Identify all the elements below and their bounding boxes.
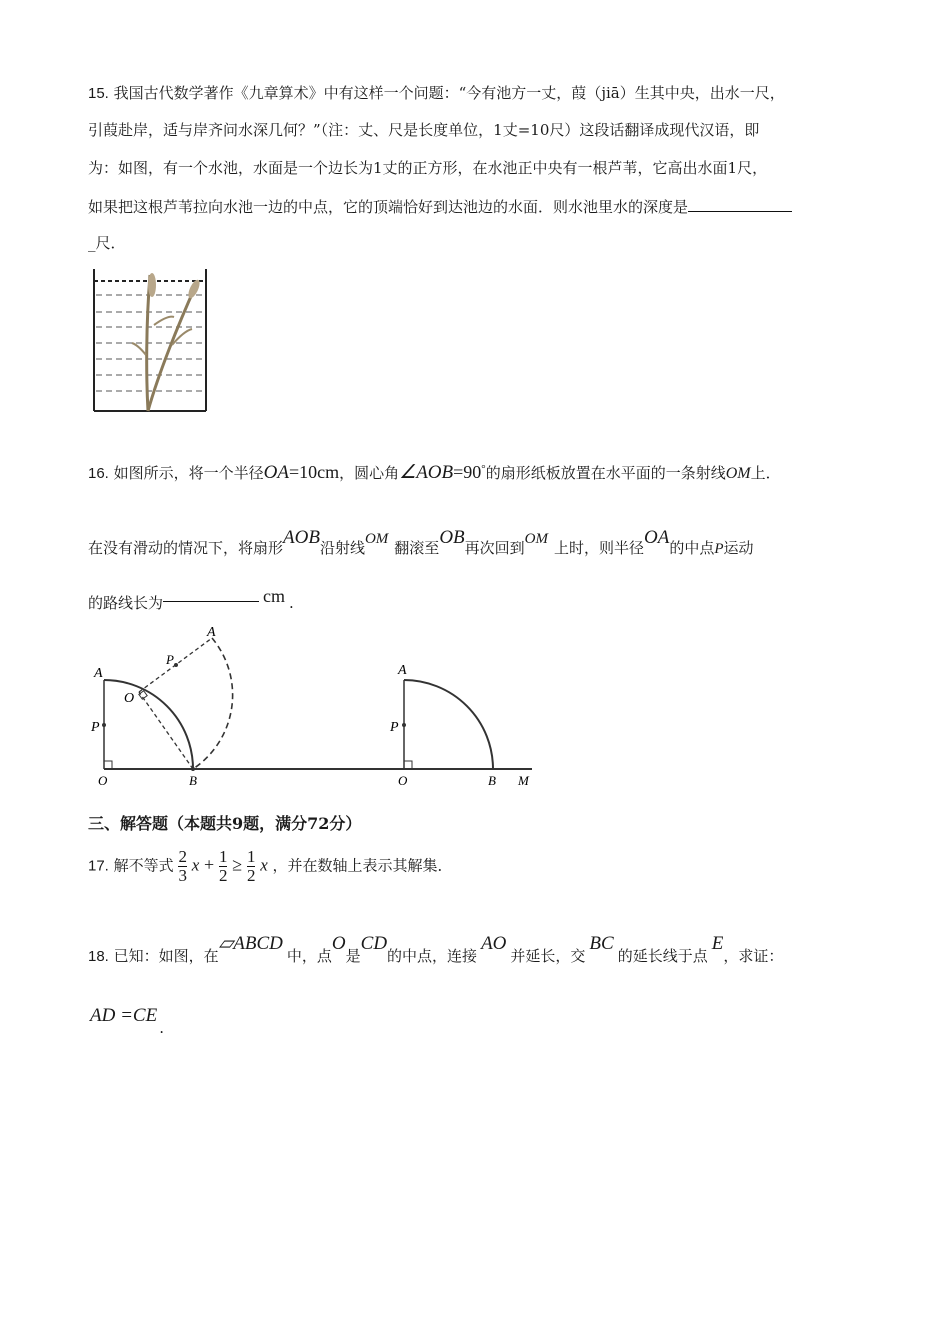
q16-om2: OM xyxy=(364,531,389,547)
q16-angle: ∠AOB xyxy=(399,462,454,483)
q16-text-1a: 如图所示，将一个半径 xyxy=(113,464,264,482)
frac-num: 2 xyxy=(178,847,187,866)
q17 xyxy=(88,848,453,885)
label-o-rolled: O xyxy=(124,691,135,706)
q15-answer-blank[interactable] xyxy=(688,197,792,212)
q17-pre: 解不等式 xyxy=(113,856,174,875)
q16-oa: OA xyxy=(263,462,289,483)
q16-text-2a: 在没有滑动的情况下，将扇形 xyxy=(88,539,284,557)
q15-text-1: 我国古代数学著作《九章算术》中有这样一个问题：“今有池方一丈，葭（jiā）生其中央，出水一尺， xyxy=(113,84,785,102)
fraction-2-3 xyxy=(178,848,187,885)
reed-plume xyxy=(148,273,156,297)
q16-period: . xyxy=(289,594,294,612)
section-title: 三、解答题（本题共9题，满分72分） xyxy=(88,814,362,833)
label-o-left: O xyxy=(98,773,108,788)
q18-cd: CD xyxy=(360,933,388,954)
q16-om3: OM xyxy=(524,531,548,547)
q15-line1 xyxy=(88,82,785,103)
q15-line4 xyxy=(88,196,792,217)
q15-line3: 为：如图，有一个水池，水面是一个边长为1丈的正方形，在水池正中央有一根芦苇，它高出水面1尺， xyxy=(88,159,768,177)
q16-line2 xyxy=(88,527,754,557)
q17-x1: x xyxy=(191,855,200,875)
frac-den: 2 xyxy=(218,866,228,885)
q17-ge: ≥ xyxy=(232,854,243,875)
fraction-1-2 xyxy=(219,848,228,885)
q18-f: 的延长线于点 xyxy=(617,947,708,965)
q15-text-4: 如果把这根芦苇拉向水池一边的中点，它的顶端恰好到达池边的水面．则水池里水的深度是 xyxy=(88,198,689,216)
reed-leaf xyxy=(132,343,146,355)
q18-number: 18. xyxy=(88,948,109,965)
q16-text-3a: 的路线长为 xyxy=(88,594,164,612)
q18-g: ，求证： xyxy=(723,947,784,965)
arc-ab-right xyxy=(404,680,493,769)
label-a-right: A xyxy=(398,663,407,678)
q16-text-2c: 翻滚至 xyxy=(394,539,440,557)
q16-text-1b: ，圆心角 xyxy=(339,464,400,482)
q18-ad-ce: AD =CE xyxy=(90,1005,158,1026)
q16-unit: cm xyxy=(263,586,286,606)
q16-text-1c: 的扇形纸板放置在水平面的一条射线 xyxy=(485,464,726,482)
q18-e: 并延长，交 xyxy=(510,947,586,965)
point-b-left xyxy=(191,767,195,771)
q16-eq90: =90 xyxy=(453,462,482,482)
right-angle-mark-right xyxy=(404,761,412,769)
label-p-right: P xyxy=(390,720,399,735)
q16-text-2b: 沿射线 xyxy=(319,539,365,557)
right-angle-mark xyxy=(104,761,112,769)
q17-post: ，并在数轴上表示其解集． xyxy=(272,856,453,875)
frac-den: 3 xyxy=(178,866,187,885)
sector-figure xyxy=(88,622,548,790)
q16-text-2e: 上时，则半径 xyxy=(553,539,644,557)
reed-leaf xyxy=(154,317,174,325)
q16-aob: AOB xyxy=(283,527,320,548)
q18-o: O xyxy=(331,933,346,954)
q18-d: 的中点，连接 xyxy=(387,947,478,965)
q16-ob: OB xyxy=(439,527,465,548)
q16-oa2: OA xyxy=(644,527,670,548)
q16-text-2f: 的中点 xyxy=(669,539,715,557)
q18-ao: AO xyxy=(481,933,507,954)
q16-text-1d: 上． xyxy=(750,464,781,482)
rolled-arc xyxy=(193,638,233,769)
q16-text-2g: 运动 xyxy=(723,539,754,557)
q16-deg: ° xyxy=(481,463,486,475)
reed-bent xyxy=(148,285,196,411)
q18-a: 已知：如图，在 xyxy=(113,947,219,965)
q18-dot: . xyxy=(159,1019,164,1037)
q15-blank-tail: _ xyxy=(88,234,96,252)
frac-den: 2 xyxy=(246,866,256,885)
q17-x2: x xyxy=(260,855,268,875)
point-p-left xyxy=(102,723,106,727)
q18-conclusion xyxy=(90,1005,164,1037)
label-a-rolled: A xyxy=(207,625,216,640)
label-p-rolled: P xyxy=(166,652,174,667)
label-a-left: A xyxy=(94,666,103,681)
point-p-right xyxy=(402,723,406,727)
fraction-1-2-right xyxy=(247,848,256,885)
q17-number: 17. xyxy=(88,857,109,875)
q18 xyxy=(88,932,784,965)
q16-line3 xyxy=(88,586,294,612)
frac-num: 1 xyxy=(218,847,228,866)
q18-b: 中，点 xyxy=(286,947,332,965)
q15-line2: 引葭赴岸，适与岸齐问水深几何？”（注：丈、尺是长度单位，1丈=10尺）这段话翻译成现代汉语，即 xyxy=(88,121,760,139)
q16-om: OM xyxy=(725,465,751,482)
q16-eq: =10cm xyxy=(288,462,340,482)
q16-answer-blank[interactable] xyxy=(163,587,259,602)
label-o-right: O xyxy=(398,773,408,788)
q16-line1 xyxy=(88,461,781,484)
q16-text-2d: 再次回到 xyxy=(464,539,525,557)
label-m: M xyxy=(518,773,529,788)
q15-line5 xyxy=(88,232,126,253)
q18-c: 是 xyxy=(345,947,361,965)
q17-plus: + xyxy=(204,854,215,875)
q18-parallelogram: ▱ABCD xyxy=(218,933,283,954)
point-p-rolled xyxy=(174,663,178,667)
q16-number: 16. xyxy=(88,465,109,482)
frac-num: 1 xyxy=(246,847,256,866)
q16-p: P xyxy=(714,541,724,557)
q15-number: 15. xyxy=(88,85,109,102)
q18-bc: BC xyxy=(589,933,614,954)
q15-unit: 尺． xyxy=(95,234,126,252)
q18-e-point: E xyxy=(711,933,724,954)
pool-figure xyxy=(88,265,212,415)
arc-ab-left xyxy=(104,680,193,769)
label-b-right: B xyxy=(488,773,496,788)
label-p-left: P xyxy=(91,720,100,735)
label-b-left: B xyxy=(189,773,197,788)
